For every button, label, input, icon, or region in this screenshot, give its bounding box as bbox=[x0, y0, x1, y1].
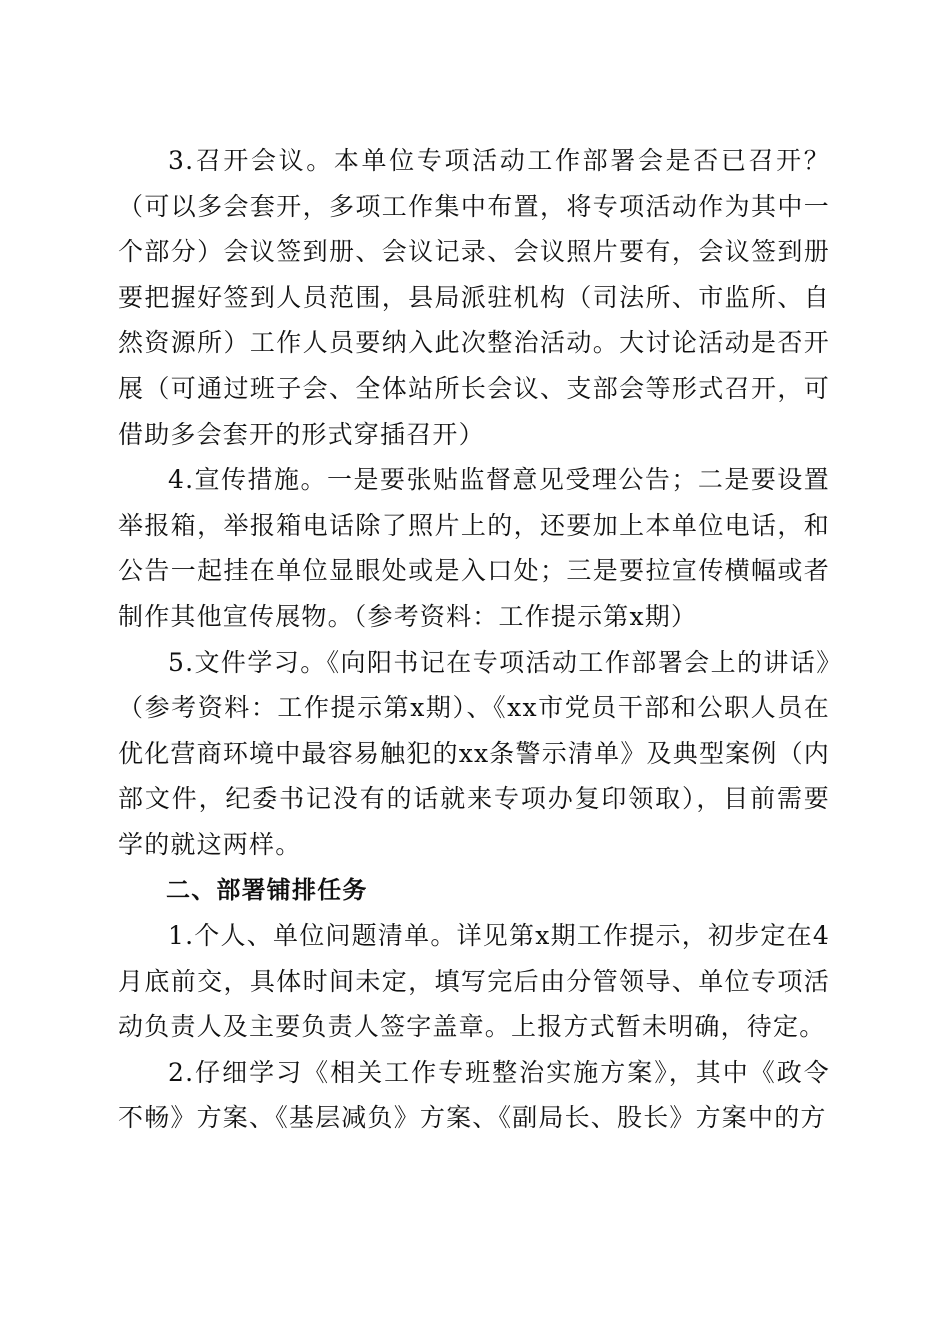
paragraph-problem-list: 1.个人、单位问题清单。详见第x期工作提示，初步定在4月底前交，具体时间未定，填写完后由分管领导、单位专项活动负责人及主要负责人签字盖章。上报方式暂未明确，待定。 bbox=[118, 921, 830, 1042]
paragraph-implementation-plan: 2.仔细学习《相关工作专班整治实施方案》，其中《政令不畅》方案、《基层减负》方案、《副局长、股长》方案中的方 bbox=[118, 1057, 830, 1133]
section-heading: 二、部署铺排任务 bbox=[166, 875, 368, 904]
document-body bbox=[118, 138, 830, 1141]
paragraph-publicity: 4.宣传措施。一是要张贴监督意见受理公告；二是要设置举报箱，举报箱电话除了照片上的，还要加上本单位电话，和公告一起挂在单位显眼处或是入口处；三是要拉宣传横幅或者制作其他宣传展物。（参考资料：工作提示第x期） bbox=[118, 465, 830, 631]
paragraph-document-study: 5.文件学习。《向阳书记在专项活动工作部署会上的讲话》（参考资料：工作提示第x期）、《xx市党员干部和公职人员在优化营商环境中最容易触犯的xx条警示清单》及典型案例（内部文件，纪委书记没有的话就来专项办复印领取），目前需要学的就这两样。 bbox=[118, 647, 830, 859]
paragraph-meeting: 3.召开会议。本单位专项活动工作部署会是否已召开？（可以多会套开，多项工作集中布置，将专项活动作为其中一个部分）会议签到册、会议记录、会议照片要有，会议签到册要把握好签到人员范围，县局派驻机构（司法所、市监所、自然资源所）工作人员要纳入此次整治活动。大讨论活动是否开展（可通过班子会、全体站所长会议、支部会等形式召开，可借助多会套开的形式穿插召开） bbox=[118, 146, 830, 449]
